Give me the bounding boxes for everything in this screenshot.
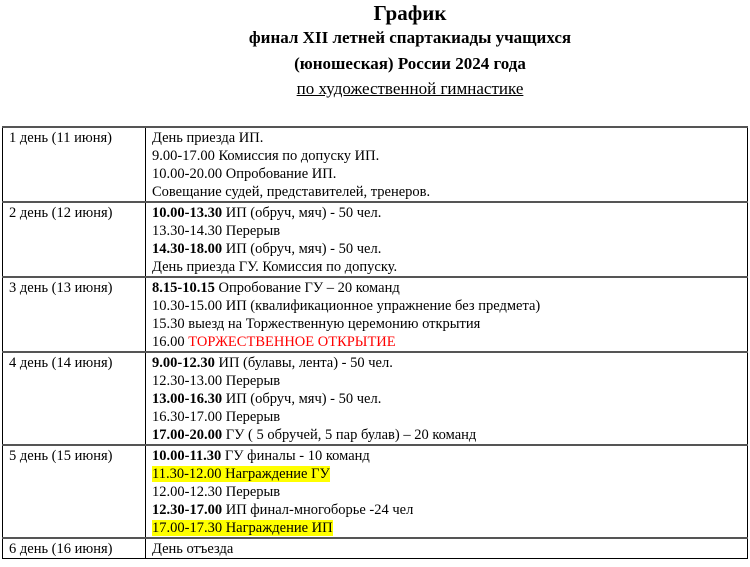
schedule-event <box>152 483 742 501</box>
award-event <box>152 465 742 483</box>
opening-ceremony-event <box>152 333 742 351</box>
schedule-event <box>152 408 742 426</box>
schedule-row <box>3 277 748 352</box>
schedule-event <box>152 147 742 165</box>
schedule-event <box>152 447 742 465</box>
event-time: 10.00-13.30 <box>152 205 223 221</box>
schedule-event <box>152 390 742 408</box>
schedule-event <box>152 426 742 444</box>
day-cell: 4 день (14 июня) <box>3 352 146 445</box>
event-text <box>152 391 381 407</box>
event-description: Перерыв <box>222 409 281 425</box>
event-text <box>152 409 280 425</box>
event-time: 12.00-12.30 <box>152 484 223 500</box>
event-description: ТОРЖЕСТВЕННОЕ ОТКРЫТИЕ <box>184 334 396 350</box>
event-description: ИП (булавы, лента) - 50 чел. <box>214 355 393 371</box>
day-cell: 3 день (13 июня) <box>3 277 146 352</box>
event-text <box>152 205 381 221</box>
event-time: 17.00-20.00 <box>152 427 223 443</box>
event-text <box>152 223 280 239</box>
event-description: Перерыв <box>222 373 281 389</box>
event-description: 11.30-12.00 Награждение ГУ <box>152 466 330 482</box>
event-time: 12.30-17.00 <box>152 502 223 518</box>
event-time: 13.30-14.30 <box>152 223 223 239</box>
event-description: День приезда ИП. <box>152 130 264 146</box>
schedule-event <box>152 501 742 519</box>
event-text <box>152 448 370 464</box>
schedule-row <box>3 538 748 559</box>
event-time: 8.15-10.15 <box>152 280 215 296</box>
event-time: 13.00-16.30 <box>152 391 223 407</box>
highlight-mark <box>152 520 333 536</box>
event-description: Опробование ГУ – 20 команд <box>214 280 400 296</box>
schedule-event <box>152 129 742 147</box>
event-description: ИП (квалификационное упражнение без предмета) <box>222 298 541 314</box>
event-text <box>152 316 480 332</box>
schedule-event <box>152 354 742 372</box>
events-cell <box>146 127 748 202</box>
schedule-row <box>3 127 748 202</box>
schedule-event <box>152 315 742 333</box>
schedule-row <box>3 445 748 538</box>
schedule-table <box>2 126 748 559</box>
schedule-event <box>152 204 742 222</box>
event-time: 16.30-17.00 <box>152 409 223 425</box>
event-time: 12.30-13.00 <box>152 373 223 389</box>
day-cell: 2 день (12 июня) <box>3 202 146 277</box>
event-text <box>152 373 280 389</box>
event-time: 14.30-18.00 <box>152 241 223 257</box>
event-text <box>152 166 336 182</box>
event-description: День приезда ГУ. Комиссия по допуску. <box>152 259 398 275</box>
event-description: ИП (обруч, мяч) - 50 чел. <box>222 205 382 221</box>
event-text <box>152 259 397 275</box>
event-text <box>152 184 430 200</box>
document-title: График <box>373 1 447 25</box>
events-cell <box>146 538 748 559</box>
day-cell: 1 день (11 июня) <box>3 127 146 202</box>
event-description: ИП (обруч, мяч) - 50 чел. <box>222 391 382 407</box>
event-description: ГУ финалы - 10 команд <box>221 448 370 464</box>
schedule-event <box>152 183 742 201</box>
day-cell: 5 день (15 июня) <box>3 445 146 538</box>
event-description: Перерыв <box>222 223 281 239</box>
schedule-event <box>152 372 742 390</box>
document-header <box>0 0 750 101</box>
event-text <box>152 241 381 257</box>
day-cell: 6 день (16 июня) <box>3 538 146 559</box>
event-time: 10.00-20.00 <box>152 166 223 182</box>
event-description: Комиссия по допуску ИП. <box>214 148 380 164</box>
event-text <box>152 148 379 164</box>
schedule-row <box>3 352 748 445</box>
event-text <box>152 502 413 518</box>
award-event <box>152 519 742 537</box>
schedule-event <box>152 297 742 315</box>
document-subtitle-line2: (юношеская) России 2024 года <box>294 54 526 73</box>
event-time: 16.00 <box>152 334 185 350</box>
event-time: 9.00-17.00 <box>152 148 215 164</box>
event-text <box>152 355 393 371</box>
events-cell <box>146 277 748 352</box>
schedule-body <box>3 127 748 559</box>
event-description: выезд на Торжественную церемонию открытия <box>184 316 481 332</box>
event-description: ГУ ( 5 обручей, 5 пар булав) – 20 команд <box>222 427 477 443</box>
events-cell <box>146 352 748 445</box>
document-subtitle-line1: финал XII летней спартакиады учащихся <box>248 28 572 47</box>
event-description: Совещание судей, представителей, тренеров. <box>152 184 431 200</box>
schedule-event <box>152 240 742 258</box>
schedule-event <box>152 279 742 297</box>
highlight-mark <box>152 466 330 482</box>
event-time: 10.30-15.00 <box>152 298 223 314</box>
event-time: 10.00-11.30 <box>152 448 222 464</box>
event-time: 9.00-12.30 <box>152 355 215 371</box>
event-description: День отъезда <box>152 541 234 557</box>
schedule-event <box>152 222 742 240</box>
schedule-event <box>152 165 742 183</box>
event-text <box>152 130 263 146</box>
document-subject: по художественной гимнастике <box>296 79 524 98</box>
event-text <box>152 541 233 557</box>
event-time: 15.30 <box>152 316 185 332</box>
event-text <box>152 484 280 500</box>
event-text <box>152 427 476 443</box>
events-cell <box>146 202 748 277</box>
event-description: Перерыв <box>222 484 281 500</box>
event-description: ИП финал-многоборье -24 чел <box>222 502 414 518</box>
event-description: Опробование ИП. <box>222 166 337 182</box>
schedule-event <box>152 258 742 276</box>
event-description: 17.00-17.30 Награждение ИП <box>152 520 333 536</box>
events-cell <box>146 445 748 538</box>
event-description: ИП (обруч, мяч) - 50 чел. <box>222 241 382 257</box>
event-text <box>152 334 396 350</box>
schedule-event <box>152 540 742 558</box>
schedule-row <box>3 202 748 277</box>
event-text <box>152 298 540 314</box>
event-text <box>152 280 400 296</box>
